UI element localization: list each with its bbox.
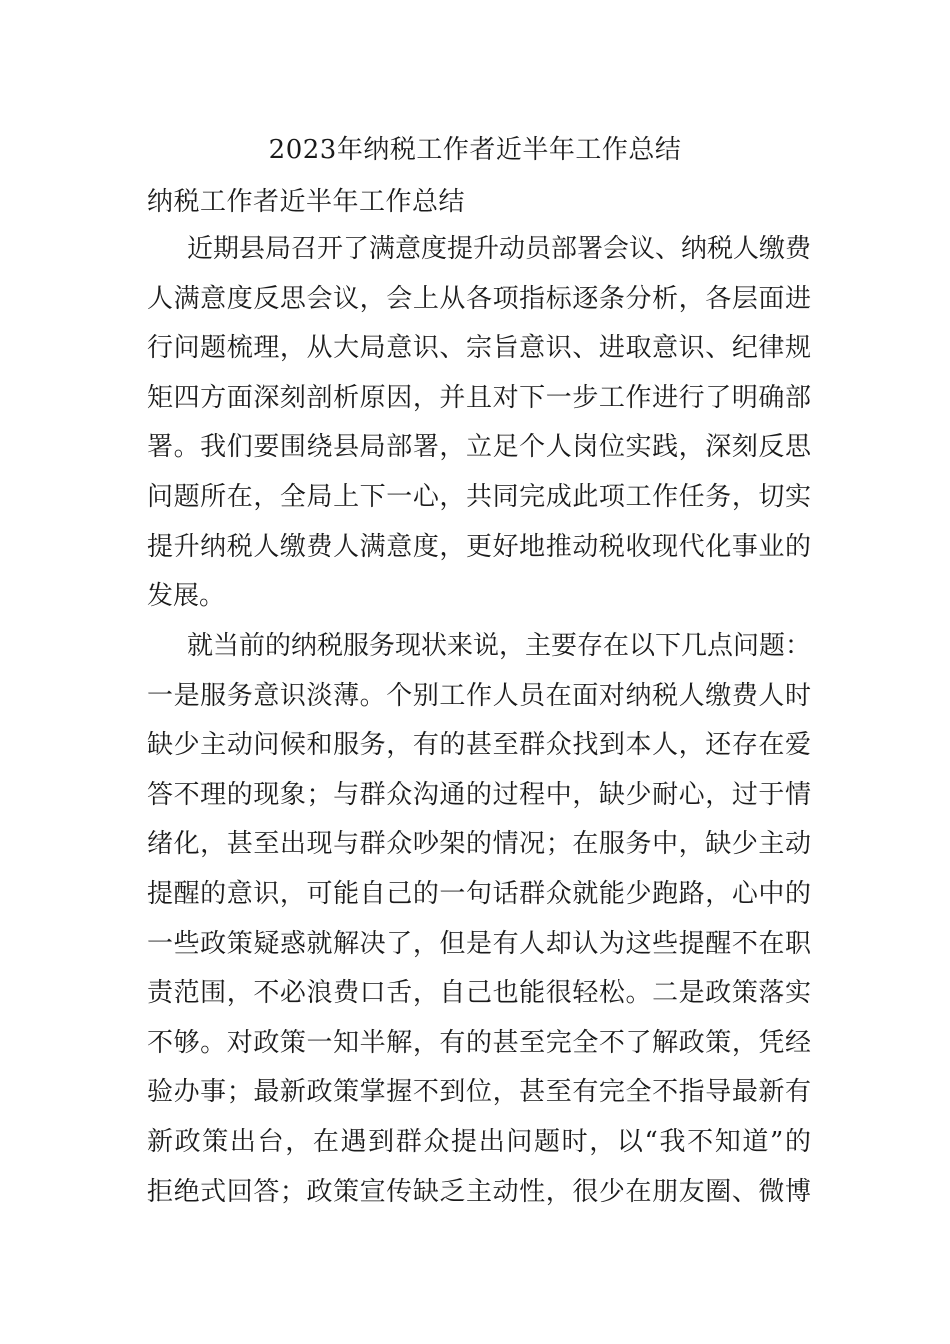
paragraph-line: 行问题梳理，从大局意识、宗旨意识、进取意识、纪律规 <box>147 333 811 364</box>
paragraph-line: 人满意度反思会议，会上从各项指标逐条分析，各层面进 <box>147 283 811 314</box>
paragraph-line: 署。我们要围绕县局部署，立足个人岗位实践，深刻反思 <box>147 432 811 463</box>
paragraph-line: 问题所在，全局上下一心，共同完成此项工作任务，切实 <box>147 481 811 512</box>
paragraph-line: 缺少主动问候和服务，有的甚至群众找到本人，还存在爱 <box>147 730 811 761</box>
paragraph-line: 矩四方面深刻剖析原因，并且对下一步工作进行了明确部 <box>147 382 811 413</box>
paragraph-line: 发展。 <box>147 581 226 612</box>
paragraph-line: 提醒的意识，可能自己的一句话群众就能少跑路，心中的 <box>147 878 811 909</box>
paragraph-line: 拒绝式回答；政策宣传缺乏主动性，很少在朋友圈、微博 <box>147 1176 811 1207</box>
paragraph-2 <box>147 622 811 1217</box>
paragraph-line: 不够。对政策一知半解，有的甚至完全不了解政策，凭经 <box>147 1027 811 1058</box>
paragraph-line: 绪化，甚至出现与群众吵架的情况；在服务中，缺少主动 <box>147 829 811 860</box>
paragraph-line: 一些政策疑惑就解决了，但是有人却认为这些提醒不在职 <box>147 928 811 959</box>
paragraph-line: 责范围，不必浪费口舌，自己也能很轻松。二是政策落实 <box>147 978 811 1009</box>
paragraph-1 <box>147 225 811 622</box>
paragraph-line: 一是服务意识淡薄。个别工作人员在面对纳税人缴费人时 <box>147 680 811 711</box>
paragraph-line: 新政策出台，在遇到群众提出问题时，以“我不知道”的 <box>147 1126 811 1157</box>
paragraph-line: 提升纳税人缴费人满意度，更好地推动税收现代化事业的 <box>147 531 811 562</box>
document-subtitle: 纳税工作者近半年工作总结 <box>147 187 466 217</box>
paragraph-line: 近期县局召开了满意度提升动员部署会议、纳税人缴费 <box>187 234 812 264</box>
paragraph-line: 就当前的纳税服务现状来说，主要存在以下几点问题： <box>187 631 812 661</box>
paragraph-line: 答不理的现象；与群众沟通的过程中，缺少耐心，过于情 <box>147 779 811 810</box>
document-title: 2023年纳税工作者近半年工作总结 <box>268 135 682 165</box>
paragraph-line: 验办事；最新政策掌握不到位，甚至有完全不指导最新有 <box>147 1077 811 1108</box>
